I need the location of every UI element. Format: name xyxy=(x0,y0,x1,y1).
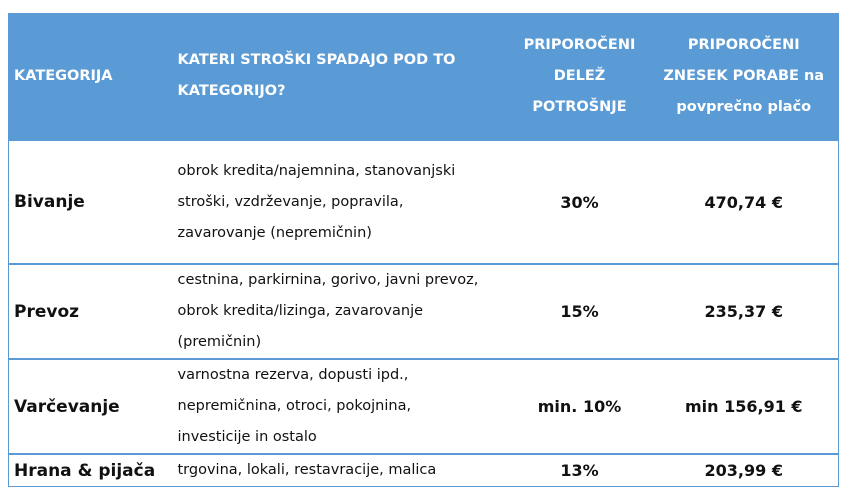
row-amount: 235,37 € xyxy=(650,264,839,359)
row-amount: 470,74 € xyxy=(650,140,839,264)
table-header xyxy=(9,13,839,140)
row-costs: obrok kredita/najemnina, stanovanjski stroški, vzdrževanje, popravila, zavarovanje (nepremičnin) xyxy=(172,140,510,264)
budget-table xyxy=(8,13,839,487)
header-category: KATEGORIJA xyxy=(14,67,113,84)
row-share: min. 10% xyxy=(510,359,650,454)
row-costs: trgovina, lokali, restavracije, malica xyxy=(172,454,510,487)
row-share: 13% xyxy=(510,454,650,487)
header-costs: KATERI STROŠKI SPADAJO POD TO KATEGORIJO? xyxy=(177,52,456,99)
row-share: 15% xyxy=(510,264,650,359)
header-row xyxy=(9,13,839,140)
row-costs: cestnina, parkirnina, gorivo, javni prevoz, obrok kredita/lizinga, zavarovanje (premičnin) xyxy=(172,264,510,359)
table-row xyxy=(9,454,839,487)
table-row xyxy=(9,264,839,359)
row-category: Bivanje xyxy=(9,140,172,264)
row-category: Hrana & pijača xyxy=(9,454,172,487)
table-body xyxy=(9,140,839,487)
row-category: Prevoz xyxy=(9,264,172,359)
table-row xyxy=(9,359,839,454)
row-category: Varčevanje xyxy=(9,359,172,454)
row-share: 30% xyxy=(510,140,650,264)
header-amount: PRIPOROČENI ZNESEK PORABE na povprečno plačo xyxy=(663,36,825,115)
row-costs: varnostna rezerva, dopusti ipd., nepremičnina, otroci, pokojnina, investicije in ostalo xyxy=(172,359,510,454)
table-row xyxy=(9,140,839,264)
row-amount: min 156,91 € xyxy=(650,359,839,454)
row-amount: 203,99 € xyxy=(650,454,839,487)
header-share: PRIPOROČENI DELEŽ POTROŠNJE xyxy=(523,36,636,115)
